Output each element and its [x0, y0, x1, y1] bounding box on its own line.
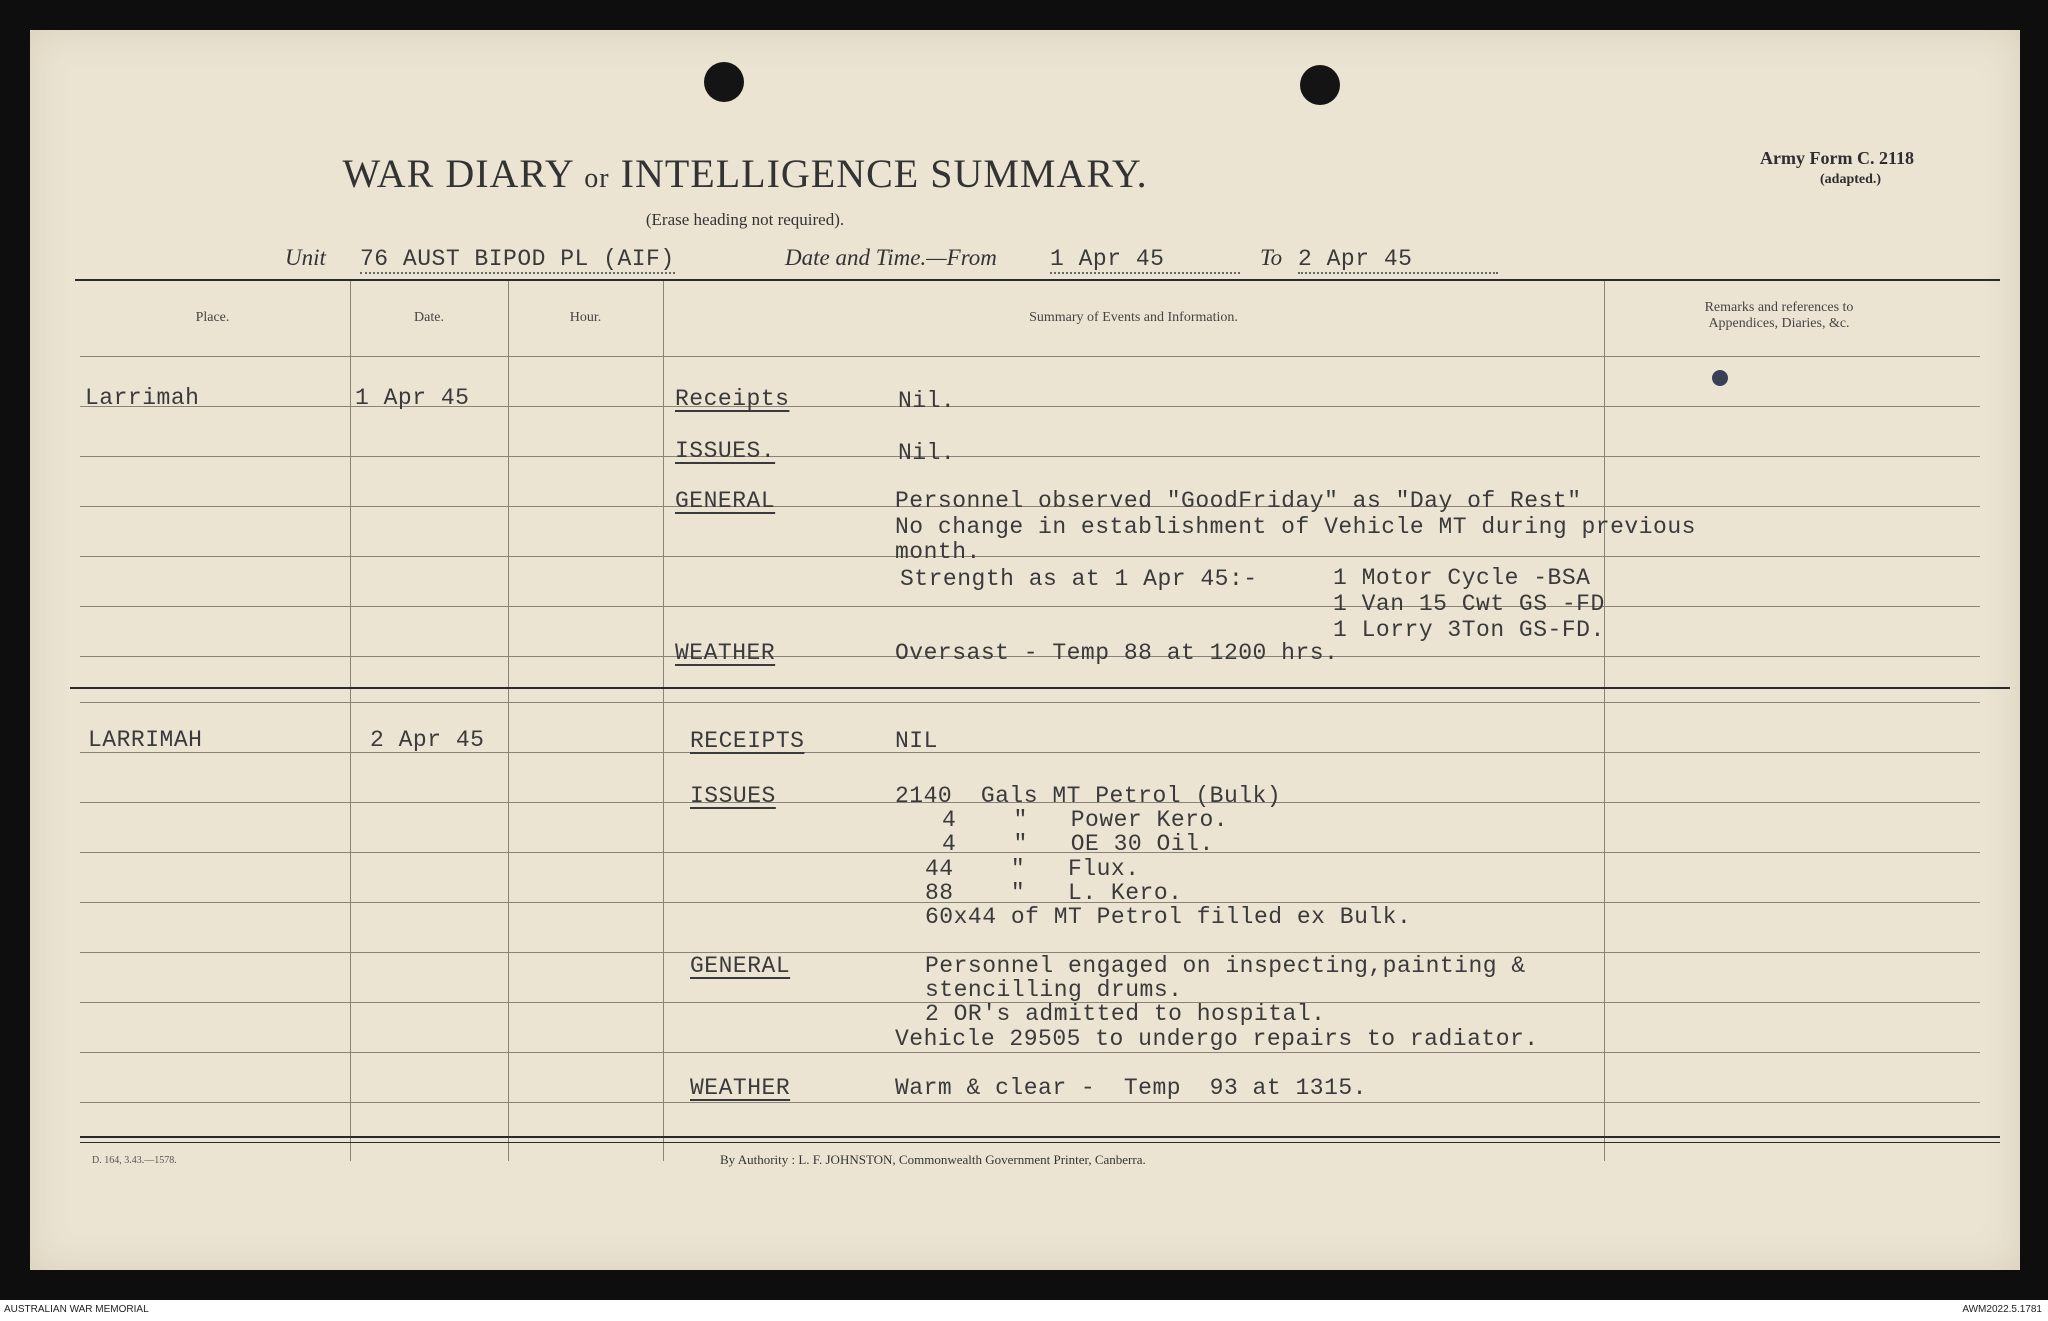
print-code: D. 164, 3.43.—1578.	[92, 1155, 177, 1166]
entry1-vehicle-3: 1 Lorry 3Ton GS-FD.	[1333, 617, 1605, 643]
entry1-place: Larrimah	[85, 385, 200, 411]
ink-dot	[1712, 370, 1728, 386]
authority-line: By Authority : L. F. JOHNSTON, Commonwealth Government Printer, Canberra.	[720, 1152, 1146, 1167]
header-place: Place.	[195, 310, 230, 325]
col-divider-hour	[508, 281, 509, 1161]
title-or: or	[584, 163, 610, 194]
form-title	[30, 150, 1460, 197]
entry2-issues-2: 4 " Power Kero.	[942, 807, 1229, 833]
entry1-receipts: Nil.	[898, 388, 956, 414]
entry1-general-label: GENERAL	[675, 488, 776, 514]
table-bottom-rule	[80, 1136, 2000, 1138]
rule	[80, 1102, 1980, 1103]
army-form-label: Army Form C. 2118	[1760, 148, 1914, 168]
entry2-general-1: Personnel engaged on inspecting,painting &	[925, 953, 1526, 979]
entry2-issues-5: 88 " L. Kero.	[925, 880, 1183, 906]
entry2-issues-1: 2140 Gals MT Petrol (Bulk)	[895, 783, 1282, 809]
entry2-place: LARRIMAH	[88, 727, 203, 753]
entry2-receipts-label: RECEIPTS	[690, 728, 805, 754]
entry2-issues-6: 60x44 of MT Petrol filled ex Bulk.	[925, 904, 1412, 930]
entry1-weather-label: WEATHER	[675, 640, 776, 666]
entry-divider	[70, 687, 2010, 689]
punch-hole-left	[704, 62, 744, 102]
entry1-general-1: Personnel observed "GoodFriday" as "Day of Rest"	[895, 488, 1582, 514]
entry2-general-label: GENERAL	[690, 953, 791, 979]
to-label: To	[1260, 245, 1283, 270]
rule	[80, 702, 1980, 703]
footer-left: AUSTRALIAN WAR MEMORIAL	[4, 1304, 149, 1315]
entry2-receipts: NIL	[895, 728, 938, 754]
entry2-general-3: 2 OR's admitted to hospital.	[925, 1001, 1326, 1027]
col-divider-remarks	[1604, 281, 1605, 1161]
table-top-rule	[75, 279, 2000, 281]
title-part2: INTELLIGENCE SUMMARY.	[620, 151, 1148, 196]
footer-right: AWM2022.5.1781	[1962, 1304, 2042, 1315]
entry1-general-3: month.	[895, 539, 981, 565]
to-value: 2 Apr 45	[1298, 246, 1498, 274]
col-divider-summary	[663, 281, 664, 1161]
erase-note: (Erase heading not required).	[645, 210, 845, 229]
entry1-vehicle-1: 1 Motor Cycle -BSA	[1333, 565, 1591, 591]
entry2-issues-4: 44 " Flux.	[925, 856, 1140, 882]
entry2-general-4: Vehicle 29505 to undergo repairs to radiator.	[895, 1026, 1539, 1052]
entry2-weather: Warm & clear - Temp 93 at 1315.	[895, 1075, 1367, 1101]
from-value: 1 Apr 45	[1050, 246, 1240, 274]
entry1-vehicle-2: 1 Van 15 Cwt GS -FD	[1333, 591, 1605, 617]
entry2-general-2: stencilling drums.	[925, 977, 1183, 1003]
header-remarks-2: Appendices, Diaries, &c.	[1708, 316, 1850, 331]
rule	[80, 1052, 1980, 1053]
entry1-general-2: No change in establishment of Vehicle MT during previous	[895, 514, 1696, 540]
title-part1: WAR DIARY	[342, 151, 574, 196]
punch-hole-right	[1300, 65, 1340, 105]
entry1-receipts-label: Receipts	[675, 386, 790, 412]
entry2-issues-label: ISSUES	[690, 783, 776, 809]
header-remarks-1: Remarks and references to	[1704, 300, 1854, 315]
unit-label: Unit	[285, 245, 326, 270]
diary-page	[30, 30, 2020, 1270]
col-divider-date	[350, 281, 351, 1161]
entry1-issues-label: ISSUES.	[675, 438, 776, 464]
table-bottom-rule-2	[80, 1142, 2000, 1143]
header-hour: Hour.	[569, 310, 602, 325]
entry1-date: 1 Apr 45	[355, 385, 470, 411]
rule	[80, 556, 1980, 557]
rule	[80, 606, 1980, 607]
header-date: Date.	[414, 310, 444, 325]
date-time-label: Date and Time.—From	[785, 245, 997, 270]
archive-footer	[0, 1300, 2048, 1321]
entry2-weather-label: WEATHER	[690, 1075, 791, 1101]
header-rule	[80, 356, 1980, 357]
entry2-issues-3: 4 " OE 30 Oil.	[942, 831, 1214, 857]
army-form-sub: (adapted.)	[1820, 172, 1882, 187]
rule	[80, 456, 1980, 457]
entry1-strength: Strength as at 1 Apr 45:-	[900, 566, 1258, 592]
entry1-weather: Oversast - Temp 88 at 1200 hrs.	[895, 640, 1339, 666]
rule	[80, 752, 1980, 753]
header-summary: Summary of Events and Information.	[1029, 310, 1238, 325]
unit-value: 76 AUST BIPOD PL (AIF)	[360, 246, 675, 272]
entry1-issues: Nil.	[898, 440, 956, 466]
entry2-date: 2 Apr 45	[370, 727, 485, 753]
